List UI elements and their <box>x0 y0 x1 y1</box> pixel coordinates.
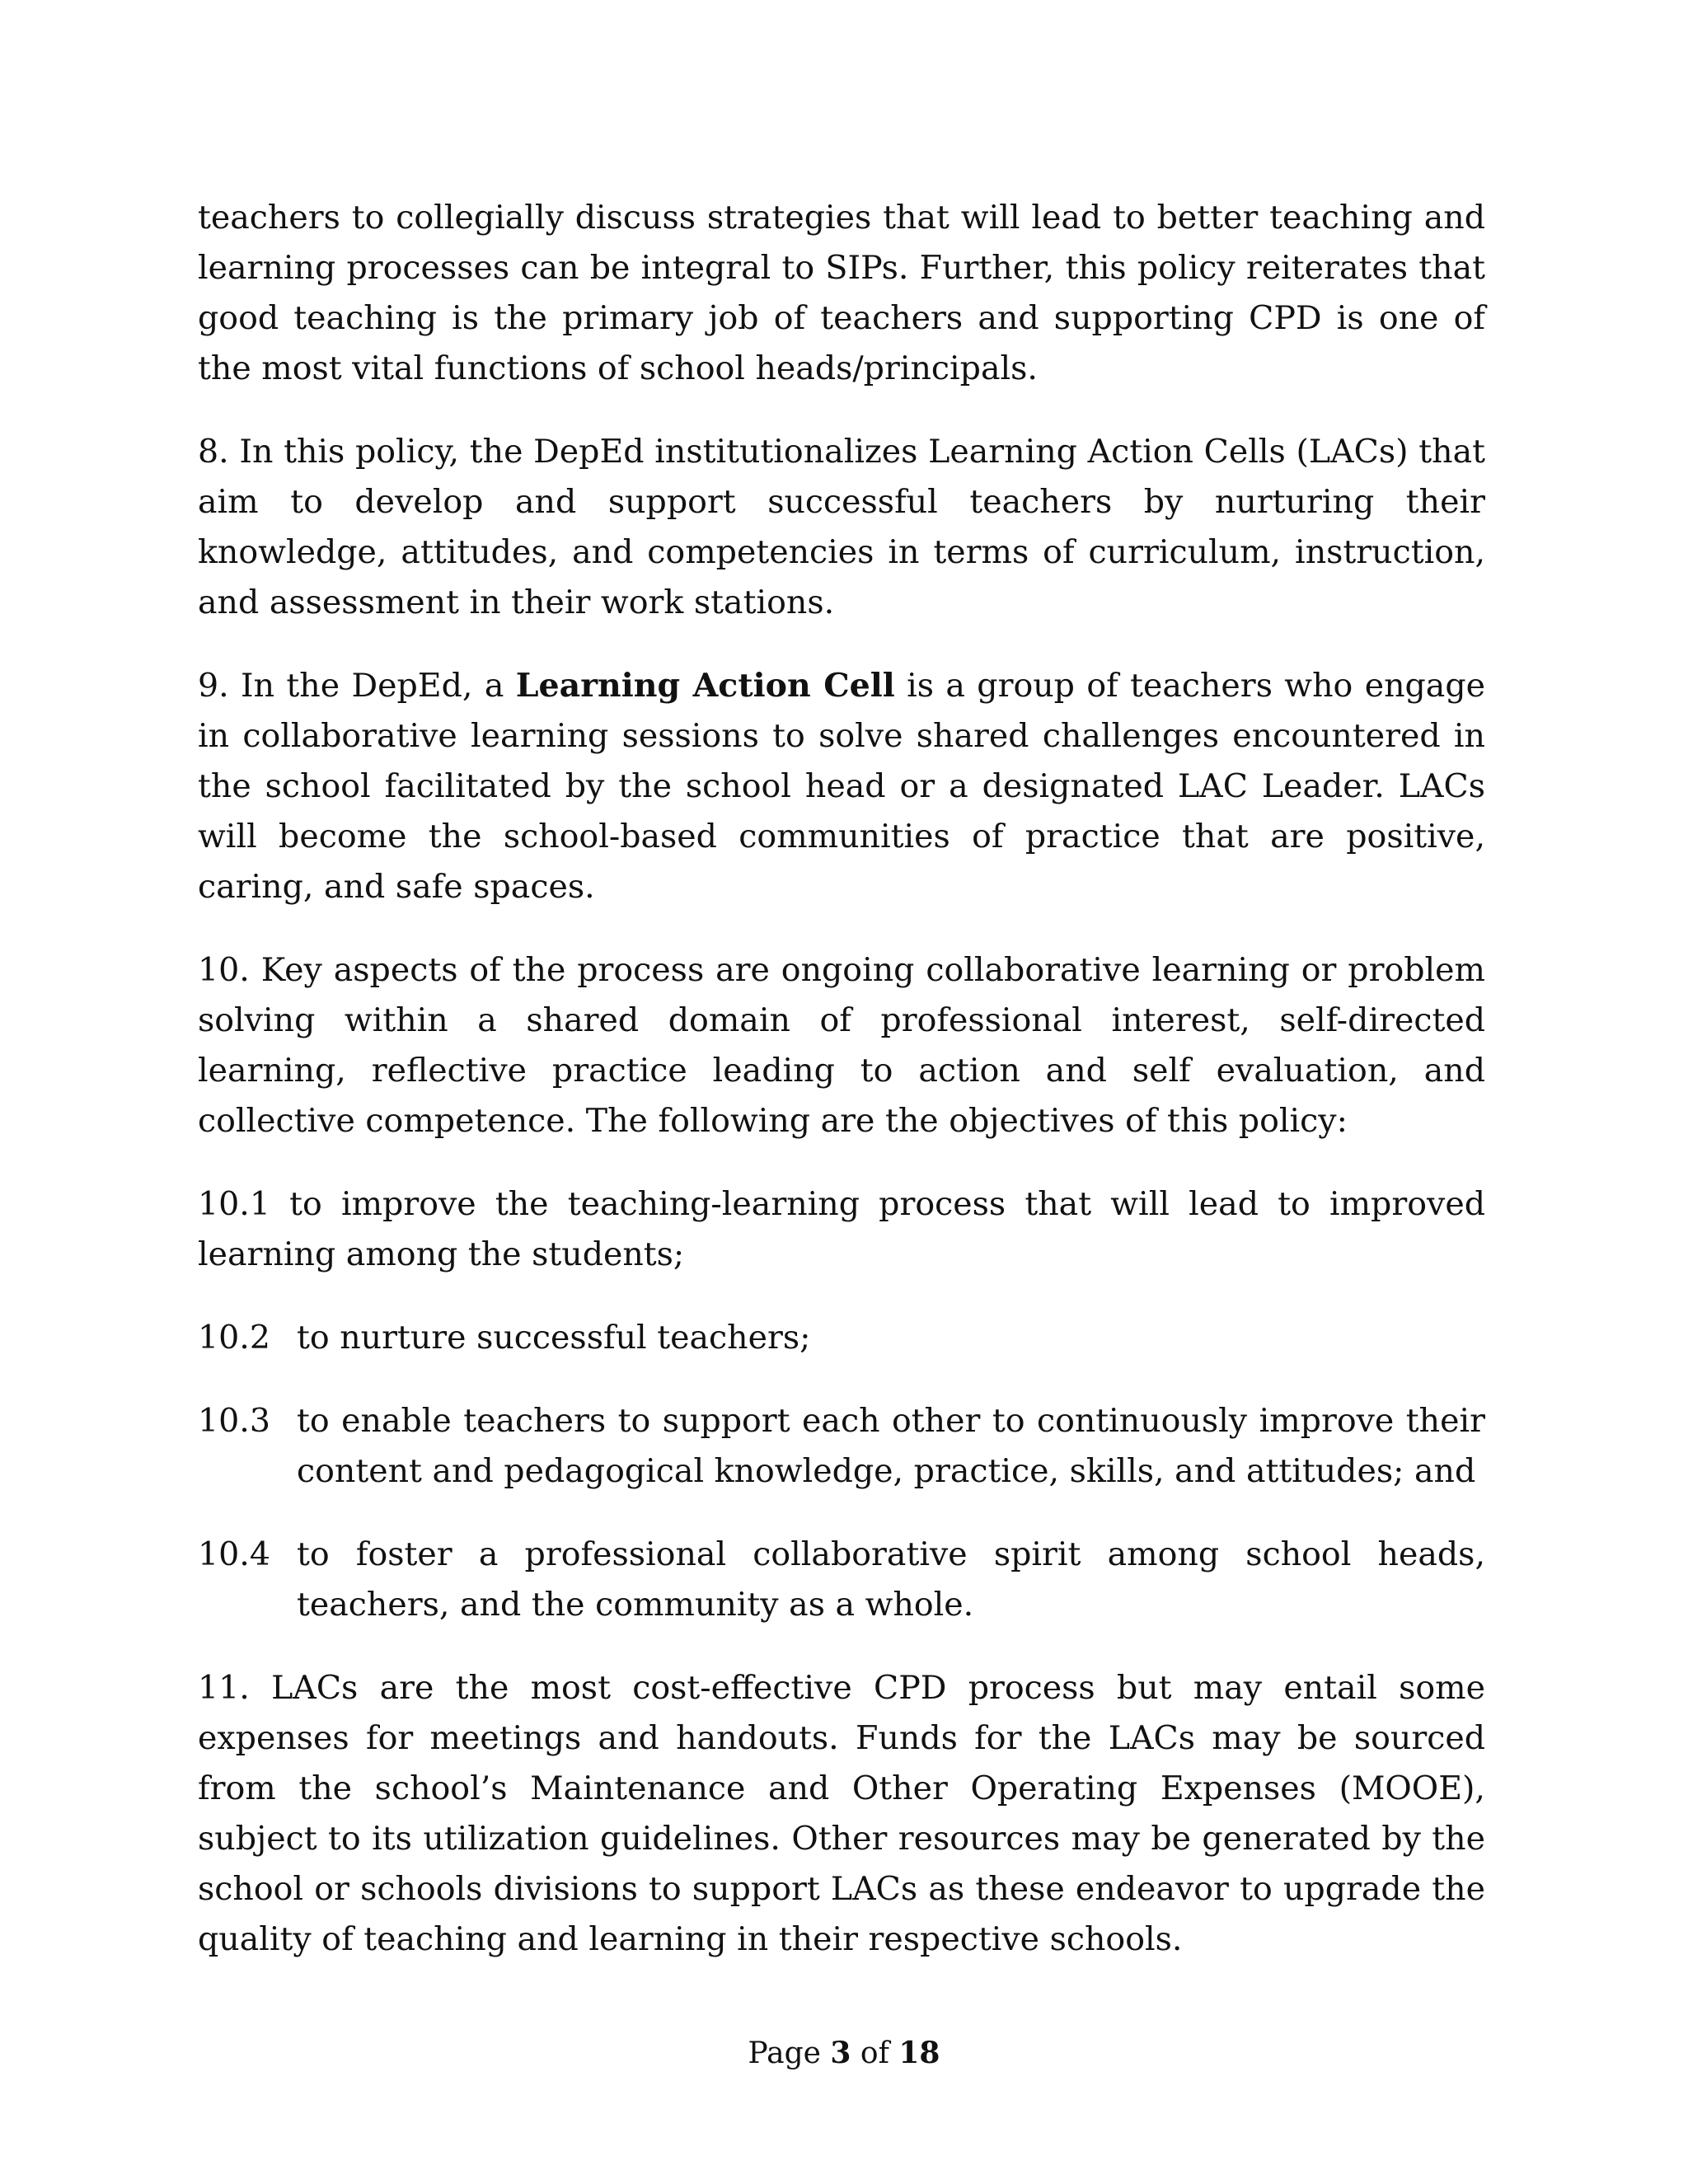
objective-number: 10.3 <box>198 1402 270 1440</box>
page-footer <box>0 2036 1688 2070</box>
objective-text: to enable teachers to support each other to continuously improve their content and pedagogical knowledge, practice, skills, and attitudes; and <box>297 1402 1485 1490</box>
page-number: 3 <box>830 2036 851 2070</box>
objective-10-3 <box>198 1396 1485 1497</box>
paragraph-8: 8. In this policy, the DepEd institutionalizes Learning Action Cells (LACs) that aim to develop and support successful teachers by nurturing their knowledge, attitudes, and competencies in terms of curriculum, instruction, and assessment in their work stations. <box>198 433 1485 621</box>
total-pages: 18 <box>898 2036 940 2070</box>
paragraph-9 <box>198 661 1485 912</box>
page-word: Page <box>748 2036 821 2070</box>
paragraph-9-lead: 9. In the DepEd, a <box>198 667 516 705</box>
paragraph-continued: teachers to collegially discuss strategies that will lead to better teaching and learning processes can be integral to SIPs. Further, this policy reiterates that good teaching is the primary job of teachers and supporting CPD is one of the most vital functions of school heads/principals. <box>198 199 1485 387</box>
objective-10-1: 10.1 to improve the teaching-learning process that will lead to improved learning among the students; <box>198 1185 1485 1273</box>
objective-text: to foster a professional collaborative spirit among school heads, teachers, and the community as a whole. <box>297 1535 1485 1624</box>
objective-number: 10.2 <box>198 1319 270 1357</box>
of-word: of <box>860 2036 889 2070</box>
term-learning-action-cell: Learning Action Cell <box>515 667 895 705</box>
objective-10-2 <box>198 1313 1485 1363</box>
document-body <box>198 193 1485 1998</box>
objective-10-4 <box>198 1530 1485 1630</box>
objective-text: to nurture successful teachers; <box>297 1319 811 1357</box>
objective-number: 10.4 <box>198 1535 270 1573</box>
paragraph-11: 11. LACs are the most cost-effective CPD process but may entail some expenses for meetings and handouts. Funds for the LACs may be sourced from the school’s Maintenance and Other Operating Expenses (MOOE), subject to its utilization guidelines. Other resources may be generated by the school or schools divisions to support LACs as these endeavor to upgrade the quality of teaching and learning in their respective schools. <box>198 1669 1485 1958</box>
paragraph-9-rest: is a group of teachers who engage in collaborative learning sessions to solve shared challenges encountered in the school facilitated by the school head or a designated LAC Leader. LACs will become the school-based communities of practice that are positive, caring, and safe spaces. <box>198 667 1486 906</box>
paragraph-10: 10. Key aspects of the process are ongoing collaborative learning or problem solving within a shared domain of professional interest, self-directed learning, reflective practice leading to action and self evaluation, and collective competence. The following are the objectives of this policy: <box>198 951 1485 1140</box>
